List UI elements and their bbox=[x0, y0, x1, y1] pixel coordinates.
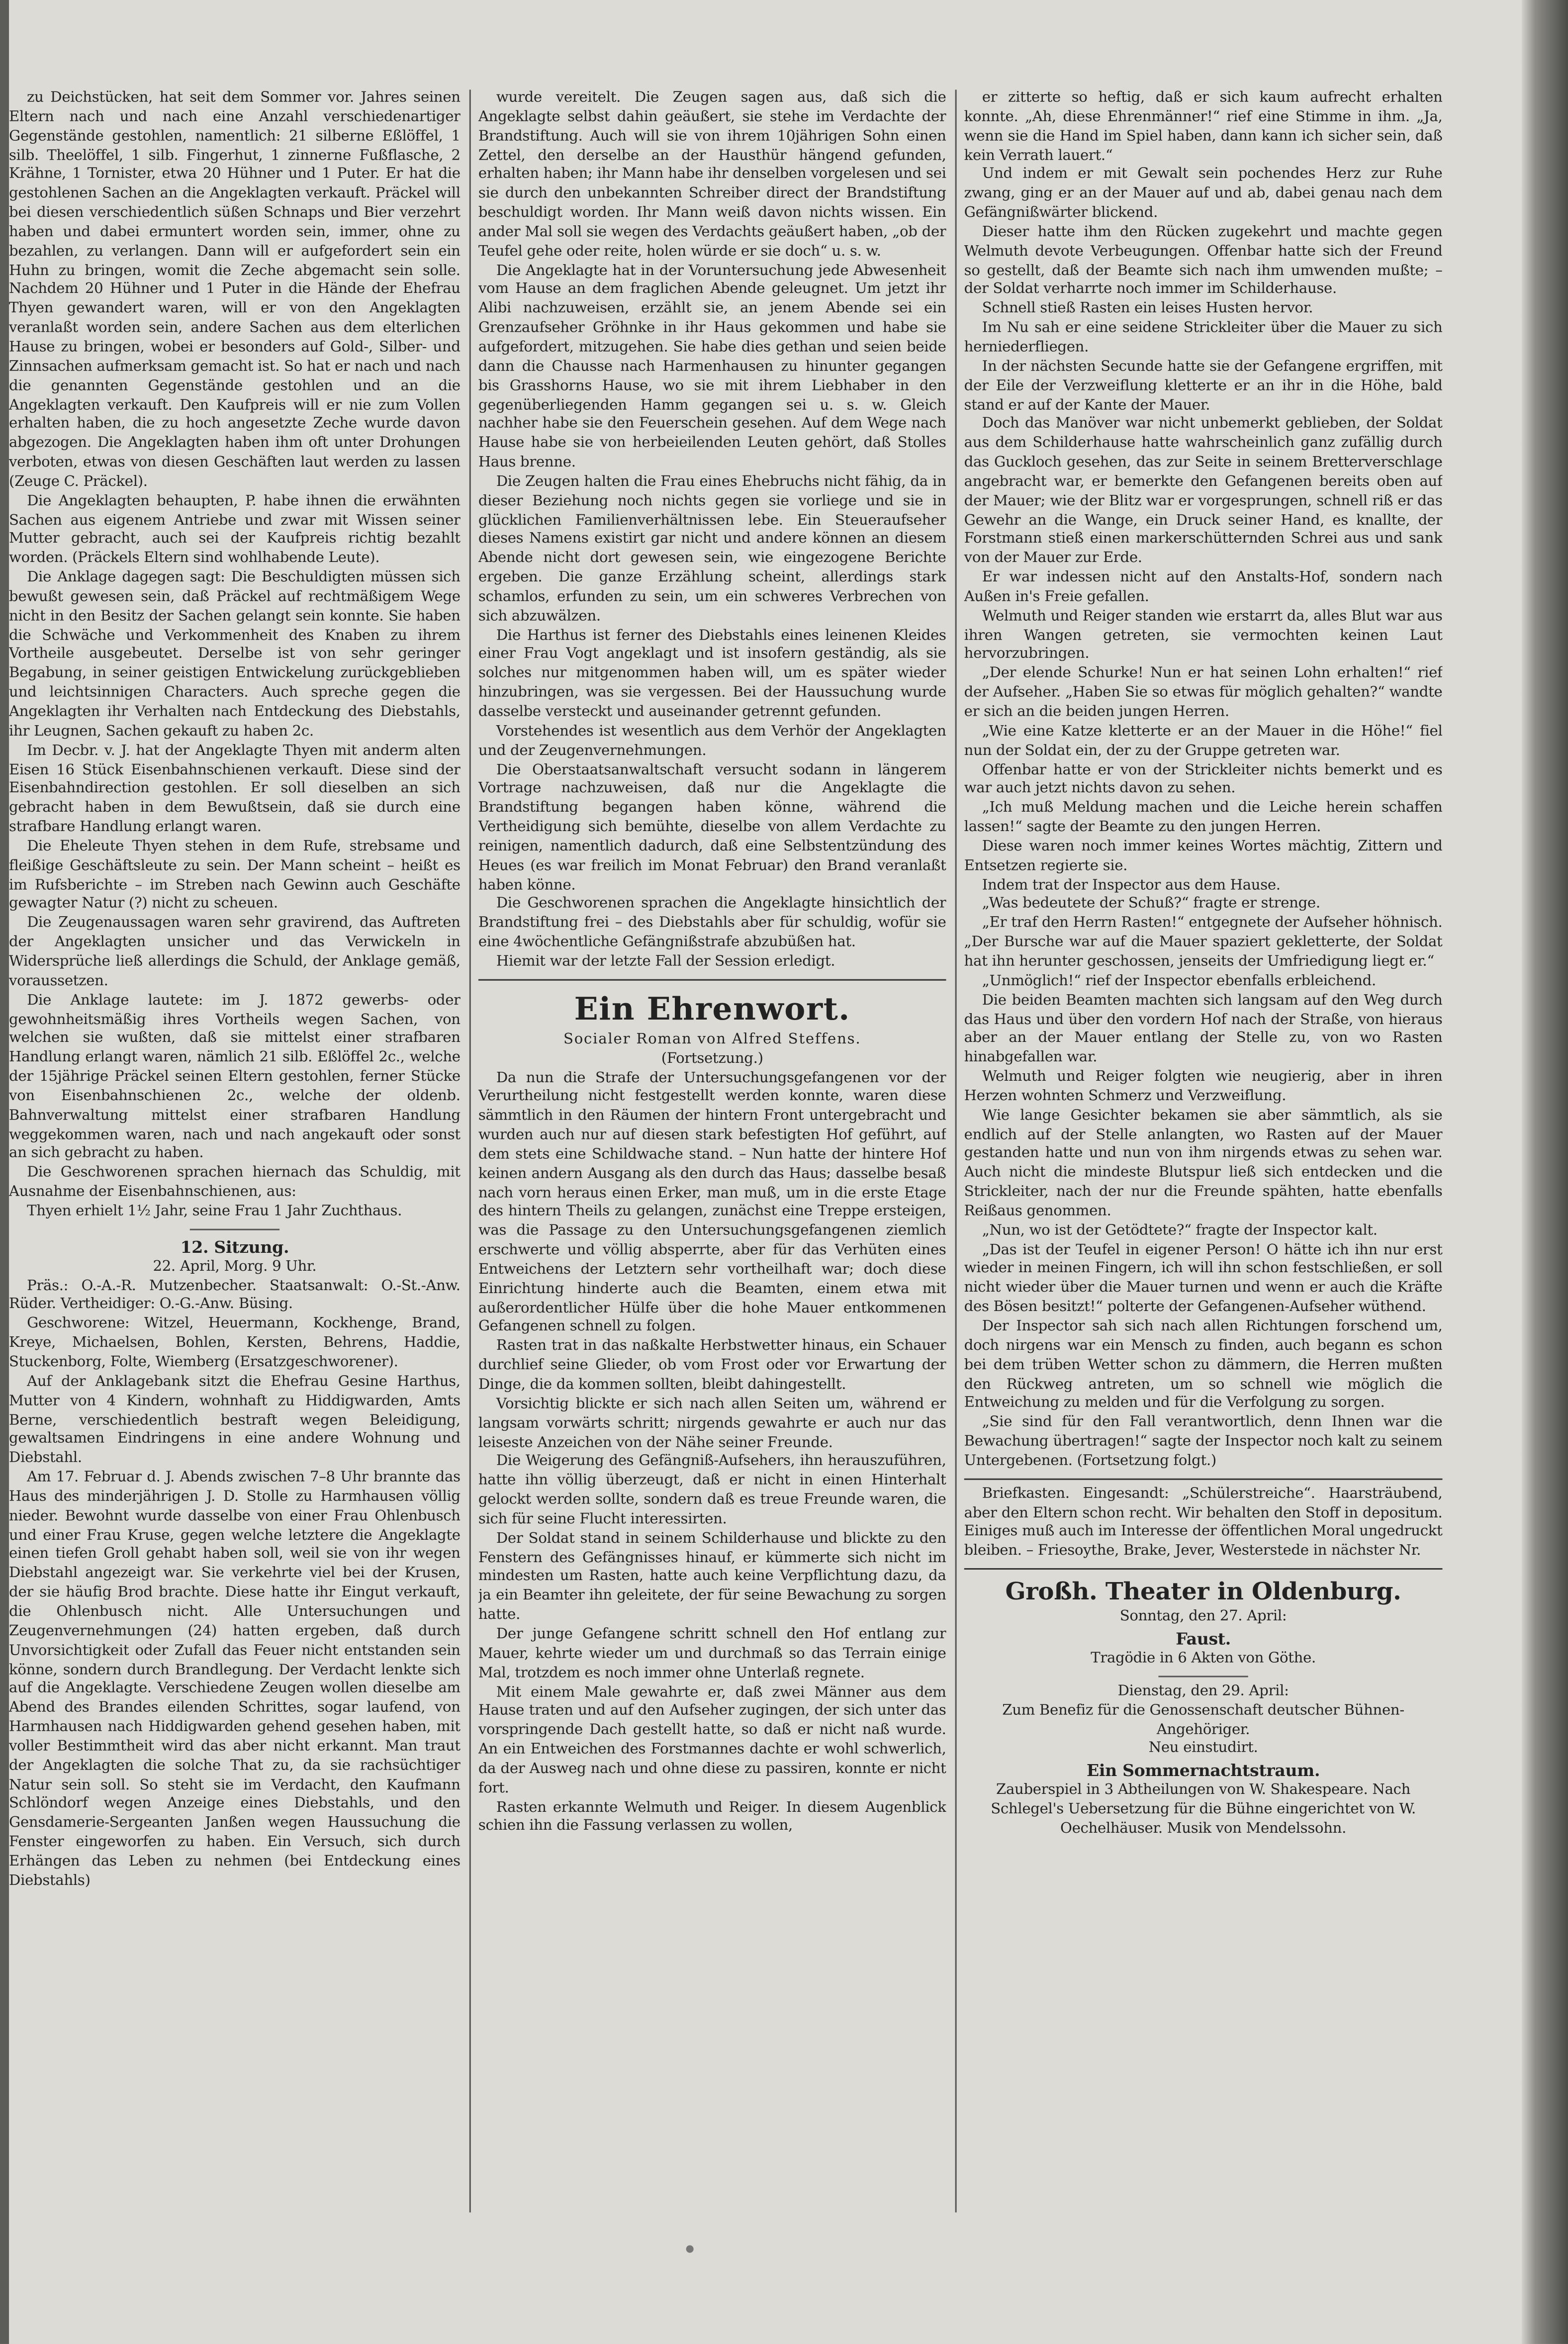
serial-paragraph: In der nächsten Secunde hatte sie der Gefangene ergriffen, mit der Eile der Verzweiflung kletterte er an ihr in die Höhe, bald stand er auf der Kante der Mauer. bbox=[964, 358, 1443, 414]
page-edge-shadow bbox=[1522, 0, 1568, 2344]
theater-date-1: Sonntag, den 27. April: bbox=[1119, 1608, 1287, 1625]
serial-paragraph: „Was bedeutete der Schuß?“ fragte er strenge. bbox=[982, 896, 1320, 913]
serial-paragraph: „Unmöglich!“ rief der Inspector ebenfalls erbleichend. bbox=[982, 973, 1376, 990]
serial-paragraph: Wie lange Gesichter bekamen sie aber sämmtlich, als sie endlich auf der Stelle anlangten, wo Rasten auf der Mauer gestanden hatte und nun von ihm nirgends etwas zu sehen war. Auch nicht die mindeste Blutspur ließ sich entdecken und die Strickleiter, nach der nur die Freunde spähten, hatte ebenfalls Reißaus genommen. bbox=[964, 1107, 1443, 1220]
article-paragraph: wurde vereitelt. Die Zeugen sagen aus, daß sich die Angeklagte selbst dahin geäußert, sie stehe im Verdachte der Brandstiftung. Auch will sie von ihrem 10jährigen Sohn einen Zettel, den derselbe an der Hausthür hängend gefunden, erhalten haben; ihr Mann habe ihr denselben vorgelesen und sei sie durch den unbekannten Schreiber direct der Brandstiftung beschuldigt worden. Ihr Mann weiß davon nichts wissen. Ein ander Mal soll sie wegen des Verdachts geäußert haben, „ob der Teufel gehe oder reite, holen würde er sie doch“ u. s. w. bbox=[478, 90, 946, 260]
column-divider bbox=[955, 90, 957, 2212]
serial-paragraph: Da nun die Strafe der Untersuchungsgefangenen vor der Verurtheilung nicht festgestellt werden konnte, waren diese sämmtlich in den Räumen der hintern Front untergebracht und wurden auch nur auf diesen stark befestigten Hof geführt, auf dem stets eine Schildwache stand. – Nun hatte der hintere Hof keinen andern Ausgang als den durch das Haus; dasselbe besaß nach vorn heraus einen Erker, man muß, um in die erste Etage des hintern Theils zu gelangen, zunächst eine Treppe ersteigen, was die Passage zu den Untersuchungsgefangenen ziemlich erschwerte und völlig absperrte, aber für das Verhüten eines Entweichens der Letztern sehr vortheilhaft war; doch diese Einrichtung hinderte auch die Beamten, einem etwa mit außerordentlicher Hülfe über die hohe Mauer entkommenen Gefangenen schnell zu folgen. bbox=[478, 1069, 946, 1336]
article-paragraph: Die Oberstaatsanwaltschaft versucht sodann in längerem Vortrage nachzuweisen, daß nur die Angeklagte die Brandstiftung begangen haben könne, während die Vertheidigung sich bemühte, dieselbe von allem Verdachte zu reinigen, namentlich dadurch, daß eine Selbstentzündung des Heues (es war freilich im Monat Februar) den Brand veranlaßt haben könne. bbox=[478, 761, 946, 894]
article-paragraph: Die Harthus ist ferner des Diebstahls eines leinenen Kleides einer Frau Vogt angeklagt und ist insofern geständig, als sie solches nur mitgenommen haben will, um es später wieder hinzubringen, was sie vergessen. Bei der Haussuchung wurde dasselbe versteckt und auseinander getrennt gefunden. bbox=[478, 627, 946, 721]
article-paragraph: Die Zeugenaussagen waren sehr gravirend, das Auftreten der Angeklagten unsicher und das Verwickeln in Widersprüche ließ allerdings die Schuld, der Anklage gemäß, voraussetzen. bbox=[9, 915, 461, 990]
article-paragraph: Die Geschworenen sprachen hiernach das Schuldig, mit Ausnahme der Eisenbahnschienen, aus: bbox=[9, 1165, 461, 1201]
serial-paragraph: Offenbar hatte er von der Strickleiter nichts bemerkt und es war auch jetzt nichts davon zu sehen. bbox=[964, 761, 1443, 798]
article-paragraph: Auf der Anklagebank sitzt die Ehefrau Gesine Harthus, Mutter von 4 Kindern, wohnhaft zu Hiddigwarden, Amts Berne, verschiedentlich bestraft wegen Beleidigung, gewaltsamen Eindringens in eine andere Wohnung und Diebstahl. bbox=[9, 1373, 461, 1467]
serial-paragraph: „Nun, wo ist der Getödtete?“ fragte der Inspector kalt. bbox=[982, 1222, 1378, 1239]
serial-paragraph: Der Inspector sah sich nach allen Richtungen forschend um, doch nirgens war ein Mensch zu finden, auch begann es schon bei dem trüben Wetter schon zu dämmern, die Herren mußten den Rückweg antreten, um so schnell wie möglich die Entweichung zu melden und für die Verfolgung zu sorgen. bbox=[964, 1318, 1443, 1412]
jurors: Geschworene: Witzel, Heuermann, Kockhenge, Brand, Kreye, Michaelsen, Bohlen, Kersten, Behrens, Haddie, Stuckenborg, Folte, Wiemberg (Ersatzgeschworener). bbox=[9, 1315, 461, 1371]
serial-paragraph: Die Weigerung des Gefängniß-Aufsehers, ihn herauszuführen, hatte ihn völlig überzeugt, daß er nicht in einen Hinterhalt gelockt werden sollte, sondern daß es treue Freunde waren, die sich für seine Flucht interessirten. bbox=[478, 1453, 946, 1528]
section-rule bbox=[964, 1568, 1443, 1570]
column-3 bbox=[964, 90, 1443, 2108]
serial-continuation: (Fortsetzung.) bbox=[661, 1050, 763, 1067]
column-1 bbox=[9, 90, 461, 2212]
section-rule bbox=[478, 979, 946, 980]
serial-paragraph: Welmuth und Reiger folgten wie neugierig, aber in ihren Herzen wohnten Schmerz und Verzweiflung. bbox=[964, 1069, 1443, 1105]
article-paragraph: Die Angeklagte hat in der Voruntersuchung jede Abwesenheit vom Hause an dem fraglichen Abende geleugnet. Um jetzt ihr Alibi nachzuweisen, erzählt sie, an jenem Abende sei ein Grenzaufseher Gröhnke in ihr Haus gekommen und habe sie aufgefordert, mitzugehen. Sie habe dies gethan und seien beide dann die Chausse nach Harmenhausen zu hinunter gegangen bis Grasshorns Hause, wo sie mit ihrem Liebhaber in den gegenüberliegenden Hamm gegangen sei u. s. w. Gleich nachher habe sie den Feuerschein gesehen. Auf dem Wege nach Hause habe sie von herbeieilenden Leuten gehört, daß Stolles Haus brenne. bbox=[478, 262, 946, 471]
serial-paragraph: Schnell stieß Rasten ein leises Husten hervor. bbox=[982, 300, 1313, 318]
serial-title: Ein Ehrenwort. bbox=[574, 989, 850, 1027]
serial-paragraph: Der junge Gefangene schritt schnell den Hof entlang zur Mauer, kehrte wieder um und durchmaß so das Terrain einige Mal, trotzdem es noch immer ohne Unterlaß regnete. bbox=[478, 1626, 946, 1682]
play-description-faust: Tragödie in 6 Akten von Göthe. bbox=[1091, 1650, 1316, 1667]
serial-paragraph: Welmuth und Reiger standen wie erstarrt da, alles Blut war aus ihren Wangen getreten, sie vermochten keinen Laut hervorzubringen. bbox=[964, 608, 1443, 663]
section-rule bbox=[964, 1478, 1443, 1480]
article-paragraph: zu Deichstücken, hat seit dem Sommer vor. Jahres seinen Eltern nach und nach eine Anzahl verschiedenartiger Gegenstände gestohlen, namentlich: 21 silberne Eßlöffel, 1 silb. Theelöffel, 1 silb. Fingerhut, 1 zinnerne Fußflasche, 2 Krähne, 1 Tornister, etwa 20 Hühner und 1 Puter. Er hat die gestohlenen Sachen an die Angeklagten verkauft. Präckel will bei diesen verschiedentlich süßen Schnaps und Bier verzehrt haben und dabei ermuntert worden sein, immer, ohne zu bezahlen, zu verlangen. Dann will er aufgefordert sein ein Huhn zu bringen, womit die Zeche abgemacht sein solle. Nachdem 20 Hühner und 1 Puter in die Hände der Ehefrau Thyen gewandert waren, will er von den Angeklagten veranlaßt worden sein, andere Sachen aus dem elterlichen Hause zu bringen, wobei er besonders auf Gold-, Silber- und Zinnsachen aufmerksam gemacht ist. So hat er nach und nach die genannten Gegenstände gestohlen und an die Angeklagten verkauft. Den Kaufpreis will er nie zum Vollen erhalten haben, die zu hoch angesetzte Zeche wurde davon abgezogen. Die Angeklagten haben ihm oft unter Drohungen verboten, etwas von diesen Geschäften laut werden zu lassen (Zeuge C. Präckel). bbox=[9, 90, 461, 490]
serial-paragraph: Er war indessen nicht auf den Anstalts-Hof, sondern nach Außen in's Freie gefallen. bbox=[964, 569, 1443, 606]
serial-paragraph: Rasten erkannte Welmuth und Reiger. In diesem Augenblick schien ihn die Fassung verlassen zu wollen, bbox=[478, 1799, 946, 1835]
serial-paragraph: „Das ist der Teufel in eigener Person! O hätte ich ihn nur erst wieder in meinen Fingern, ich will ihn schon festschließen, er soll nicht wieder über die Mauer turnen und wenn er auch die Kräfte des Bösen besitzt!“ polterte der Gefangenen-Aufseher wüthend. bbox=[964, 1241, 1443, 1316]
theater-date-2: Dienstag, den 29. April: bbox=[1117, 1683, 1289, 1699]
article-paragraph: Die Zeugen halten die Frau eines Ehebruchs nicht fähig, da in dieser Beziehung noch nichts gegen sie vorliege und sie in glücklichen Familienverhältnissen lebe. Ein Steueraufseher dieses Namens existirt gar nicht und andere können an diesem Abende nicht dort gewesen sein, wie eingezogene Berichte ergeben. Die ganze Erzählung scheint, allerdings stark schamlos, erfunden zu sein, um ein schweres Verbrechen von sich abzuwälzen. bbox=[478, 473, 946, 625]
new-production-note: Neu einstudirt. bbox=[1148, 1740, 1258, 1757]
serial-paragraph: Und indem er mit Gewalt sein pochendes Herz zur Ruhe zwang, ging er an der Mauer auf und ab, dabei genau nach dem Gefängnißwärter blickend. bbox=[964, 166, 1443, 222]
theater-heading: Großh. Theater in Oldenburg. bbox=[1005, 1577, 1401, 1606]
article-paragraph: Die Angeklagten behaupten, P. habe ihnen die erwähnten Sachen aus eigenem Antriebe und zwar mit Wissen seiner Mutter gebracht, auch sei der Kaufpreis richtig bezahlt worden. (Präckels Eltern sind wohlhabende Leute). bbox=[9, 493, 461, 567]
article-paragraph: Die Geschworenen sprachen die Angeklagte hinsichtlich der Brandstiftung frei – des Diebstahls aber für schuldig, wofür sie eine 4wöchentliche Gefängnißstrafe abzubüßen hat. bbox=[478, 896, 946, 951]
column-2 bbox=[478, 90, 946, 2212]
article-paragraph: Im Decbr. v. J. hat der Angeklagte Thyen mit anderm alten Eisen 16 Stück Eisenbahnschienen verkauft. Diese sind der Eisenbahndirection gestohlen. Er soll dieselben an sich gebracht haben in dem Bewußtsein, daß sie durch eine strafbare Handlung erlangt waren. bbox=[9, 742, 461, 836]
serial-paragraph: Vorsichtig blickte er sich nach allen Seiten um, während er langsam vorwärts schritt; nirgends gewahrte er auch nur das leiseste Anzeichen von der Nähe seiner Freunde. bbox=[478, 1396, 946, 1451]
letterbox: Briefkasten. Eingesandt: „Schülerstreiche“. Haarsträubend, aber den Eltern schon recht. Wir behalten den Stoff in depositum. Einiges muß auch im Interesse der öffentlichen Moral ungedruckt bleiben. – Friesoythe, Brake, Jever, Westerstede in nächster Nr. bbox=[964, 1485, 1443, 1560]
serial-paragraph: „Sie sind für den Fall verantwortlich, denn Ihnen war die Bewachung übertragen!“ sagte der Inspector noch kalt zu seinem Untergebenen. (Fortsetzung folgt.) bbox=[964, 1414, 1443, 1470]
court-officials: Präs.: O.-A.-R. Mutzenbecher. Staatsanwalt: O.-St.-Anw. Rüder. Vertheidiger: O.-G.-Anw. Büsing. bbox=[9, 1277, 461, 1313]
article-paragraph: Vorstehendes ist wesentlich aus dem Verhör der Angeklagten und der Zeugenvernehmungen. bbox=[478, 723, 946, 759]
play-description-midsummer: Zauberspiel in 3 Abtheilungen von W. Shakespeare. Nach Schlegel's Uebersetzung für die Bühne eingerichtet von W. Oechelhäuser. Musik von Mendelssohn. bbox=[991, 1782, 1416, 1837]
play-title-faust: Faust. bbox=[1176, 1629, 1231, 1649]
serial-paragraph: Indem trat der Inspector aus dem Hause. bbox=[982, 877, 1281, 894]
serial-paragraph: „Er traf den Herrn Rasten!“ entgegnete der Aufseher höhnisch. „Der Bursche war auf die Mauer spaziert gekletterte, der Soldat hat ihn herunter geschossen, jenseits der Umfriedigung liegt er.“ bbox=[964, 915, 1443, 970]
article-paragraph: Die Anklage lautete: im J. 1872 gewerbs- oder gewohnheitsmäßig ihres Vortheils wegen Sachen, von welchen sie wußten, daß sie mittelst einer strafbaren Handlung erlangt waren, nämlich 21 silb. Eßlöffel 2c., welche der 15jährige Präckel seinen Eltern gestohlen, ferner Stücke von Eisenbahnschienen 2c., welche der oldenb. Bahnverwaltung mittelst einer strafbaren Handlung weggekommen waren, nach und nach angekauft oder sonst an sich gebracht zu haben. bbox=[9, 992, 461, 1162]
serial-paragraph: er zitterte so heftig, daß er sich kaum aufrecht erhalten konnte. „Ah, diese Ehrenmänner!“ rief eine Stimme in ihm. „Ja, wenn sie die Hand im Spiel haben, dann kann ich sicher sein, daß kein Verrath lauert.“ bbox=[964, 90, 1443, 164]
article-paragraph: Am 17. Februar d. J. Abends zwischen 7–8 Uhr brannte das Haus des minderjährigen J. D. Stolle zu Harmhausen völlig nieder. Bewohnt wurde dasselbe von einer Frau Ohlenbusch und einer Frau Kruse, gegen welche letztere die Angeklagte einen tiefen Groll gehabt haben soll, weil sie von ihr wegen Diebstahl angezeigt war. Sie verkehrte viel bei der Krusen, der sie häufig Brod brachte. Diese hatte ihr Eingut verkauft, die Ohlenbusch nicht. Alle Untersuchungen und Zeugenvernehmungen (24) hatten ergeben, daß durch Unvorsichtigkeit oder Zufall das Feuer nicht entstanden sein könne, sondern durch Brandlegung. Der Verdacht lenkte sich auf die Angeklagte. Verschiedene Zeugen wollen dieselbe am Abend des Brandes eilenden Schrittes, sogar laufend, von Harmhausen nach Hiddigwarden gehend gesehen haben, mit voller Bestimmtheit wird das aber nicht erkannt. Man traut der Angeklagten die solche That zu, da sie rachsüchtiger Natur sein soll. So steht sie im Verdacht, den Kaufmann Schlöndorf wegen Anzeige eines Diebstahls, und den Gensdamerie-Sergeanten Janßen wegen Haussuchung die Fenster eingeworfen zu haben. Ein Versuch, sich durch Erhängen das Leben zu nehmen (bei Entdeckung eines Diebstahls) bbox=[9, 1469, 461, 1889]
serial-paragraph: Die beiden Beamten machten sich langsam auf den Weg durch das Haus und über den vordern Hof nach der Straße, von hieraus aber an der Mauer entlang der Stelle zu, von wo Rasten hinabgefallen war. bbox=[964, 992, 1443, 1066]
serial-byline: Socialer Roman von Alfred Steffens. bbox=[563, 1031, 861, 1048]
serial-paragraph: „Wie eine Katze kletterte er an der Mauer in die Höhe!“ fiel nun der Soldat ein, der zu der Gruppe getreten war. bbox=[964, 723, 1443, 759]
serial-paragraph: „Der elende Schurke! Nun er hat seinen Lohn erhalten!“ rief der Aufseher. „Haben Sie so etwas für möglich gehalten?“ wandte er sich an die beiden jungen Herren. bbox=[964, 665, 1443, 721]
divider bbox=[1158, 1676, 1248, 1677]
article-paragraph: Die Anklage dagegen sagt: Die Beschuldigten müssen sich bewußt gewesen sein, daß Präckel auf rechtmäßigem Wege nicht in den Besitz der Sachen gelangt sein konnte. Sie haben die Schwäche und Verkommenheit des Knaben zu ihrem Vortheile ausgebeutet. Derselbe ist von sehr geringer Begabung, in seiner geistigen Entwickelung zurückgeblieben und leichtsinnigen Characters. Auch spreche gegen die Angeklagten ihr Verhalten nach Entdeckung des Diebstahls, ihr Leugnen, Sachen gekauft zu haben 2c. bbox=[9, 569, 461, 740]
verdict: Thyen erhielt 1½ Jahr, seine Frau 1 Jahr Zuchthaus. bbox=[27, 1203, 402, 1220]
serial-paragraph: Der Soldat stand in seinem Schilderhause und blickte zu den Fenstern des Gefängnisses hinauf, er kümmerte sich nicht im mindesten um Rasten, hatte auch keine Verpflichtung dazu, da ja ein Beamter ihn geleitete, der für seine Bewachung zu sorgen hatte. bbox=[478, 1530, 946, 1624]
print-speck bbox=[686, 2246, 694, 2253]
serial-paragraph: Rasten trat in das naßkalte Herbstwetter hinaus, ein Schauer durchlief seine Glieder, ob vom Frost oder vor Erwartung der Dinge, die da kommen sollten, bleibt dahingestellt. bbox=[478, 1338, 946, 1394]
serial-paragraph: Doch das Manöver war nicht unbemerkt geblieben, der Soldat aus dem Schilderhause hatte wahrscheinlich ganz zufällig durch das Guckloch gesehen, das zur Seite in seinem Bretterverschlage angebracht war, er bemerkte den Gefangenen bereits oben auf der Mauer; wie der Blitz war er vorgesprungen, schnell riß er das Gewehr an die Wange, ein Druck seiner Hand, es knallte, der Forstmann stieß einen markerschütternden Schrei aus und sank von der Mauer zur Erde. bbox=[964, 416, 1443, 567]
session-heading: 12. Sitzung. bbox=[180, 1237, 289, 1257]
column-divider bbox=[469, 90, 471, 2212]
session-date: 22. April, Morg. 9 Uhr. bbox=[153, 1258, 317, 1275]
serial-paragraph: Diese waren noch immer keines Wortes mächtig, Zittern und Entsetzen regierte sie. bbox=[964, 838, 1443, 874]
serial-paragraph: Dieser hatte ihm den Rücken zugekehrt und machte gegen Welmuth devote Verbeugungen. Offenbar hatte sich der Freund so gestellt, daß der Beamte sich nach ihm umwenden mußte; – der Soldat verharrte noch immer im Schilderhause. bbox=[964, 224, 1443, 298]
play-title-midsummer: Ein Sommernachtstraum. bbox=[1086, 1761, 1320, 1781]
benefit-note: Zum Benefiz für die Genossenschaft deutscher Bühnen-Angehöriger. bbox=[1002, 1702, 1404, 1738]
divider bbox=[190, 1228, 279, 1230]
serial-paragraph: Im Nu sah er eine seidene Strickleiter über die Mauer zu sich herniederfliegen. bbox=[964, 320, 1443, 356]
article-paragraph: Hiemit war der letzte Fall der Session erledigt. bbox=[496, 953, 835, 970]
serial-paragraph: Mit einem Male gewahrte er, daß zwei Männer aus dem Hause traten und auf den Aufseher zugingen, der sich unter das vorspringende Dach gestellt hatte, so daß er nicht naß wurde. An ein Entweichen des Forstmannes dachte er wohl schwerlich, da der Ausweg nach und ohne diese zu passiren, konnte er nicht fort. bbox=[478, 1684, 946, 1797]
serial-paragraph: „Ich muß Meldung machen und die Leiche herein schaffen lassen!“ sagte der Beamte zu den jungen Herren. bbox=[964, 800, 1443, 836]
binding-edge bbox=[0, 0, 9, 2344]
article-paragraph: Die Eheleute Thyen stehen in dem Rufe, strebsame und fleißige Geschäftsleute zu sein. Der Mann scheint – heißt es im Rufsberichte – im Streben nach Gewinn auch Geschäfte gewagter Natur (?) nicht zu scheuen. bbox=[9, 838, 461, 913]
